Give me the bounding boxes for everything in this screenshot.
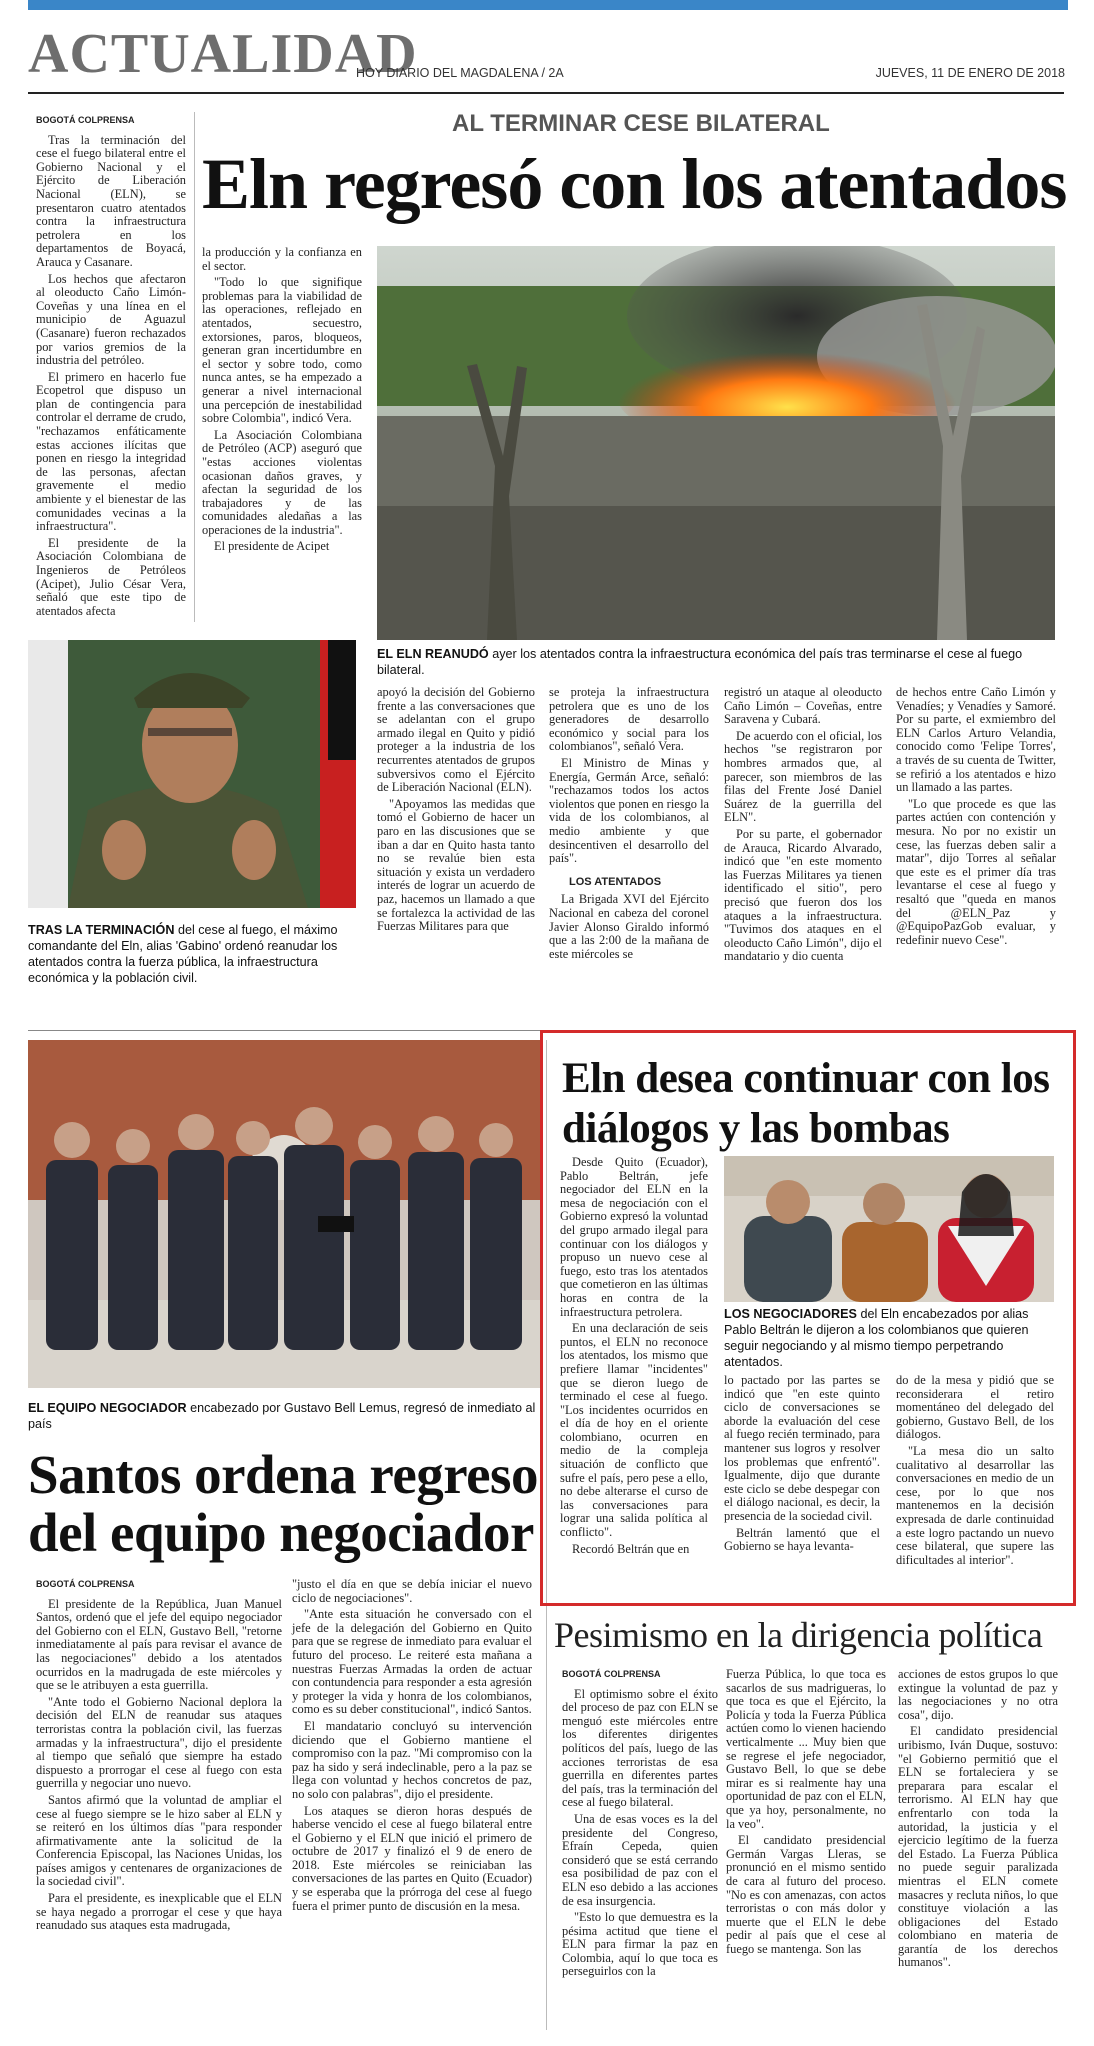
story1-column-6 (896, 686, 1056, 950)
paragraph: El presidente de la República, Juan Manuel Santos, ordenó que el jefe del equipo negociador del Gobierno con el ELN, Gustavo Bell, "retorne inmediatamente al país para revisar el avance de las negociaciones" debido a los atentados ocurridos en la madrugada de este miércoles y que se le atribuyen a esta guerrilla. (36, 1596, 282, 1693)
byline: BOGOTÁ COLPRENSA (36, 115, 135, 125)
paragraph: Una de esas voces es la del presidente del Congreso, Efraín Cepeda, quien consideró que se está cerrando esa posibilidad de paz con el ELN eso debido a las acciones de esa insurgencia. (562, 1811, 718, 1908)
negotiators-group-photo (28, 1040, 540, 1388)
paragraph: El presidente de la Asociación Colombiana de Ingenieros de Petróleos (Acipet), Julio César Vera, señaló que este tipo de atentados afecta (36, 535, 186, 618)
issue-date: JUEVES, 11 DE ENERO DE 2018 (875, 66, 1065, 80)
group-photo-caption (28, 1400, 540, 1432)
story4-column-3 (898, 1668, 1058, 1973)
story3-column-1 (560, 1156, 708, 1559)
paragraph: "Esto lo que demuestra es la pésima actitud que tiene el ELN para firmar la paz en Colombia, aquí lo que toca es perseguirlos con la (562, 1910, 718, 1979)
paragraph: La Brigada XVI del Ejército Nacional en cabeza del coronel Javier Alonso Giraldo informó que a las 2:00 de la mañana de este miércoles se (549, 892, 709, 961)
top-accent-bar (28, 0, 1068, 10)
fire-photo-caption (377, 646, 1057, 678)
story2-headline: Santos ordena regreso del equipo negociador (28, 1444, 538, 1563)
paragraph: registró un ataque al oleoducto Caño Limón – Coveñas, entre Saravena y Cubará. (724, 685, 882, 727)
story2-column-2 (292, 1578, 532, 1916)
paragraph: El mandatario concluyó su intervención diciendo que el Gobierno mantiene el compromiso con la paz. "Mi compromiso con la paz ha sido y será indeclinable, pero a la paz se llega con voluntad y hechos concretos de paz, no solo con palabras", dijo el presidente. (292, 1718, 532, 1801)
paragraph: El optimismo sobre el éxito del proceso de paz con ELN se menguó este miércoles entre los diferentes dirigentes políticos del país, luego de las acciones terroristas de esa guerrilla en diferentes partes del país, tras la terminación del cese al fuego bilateral. (562, 1686, 718, 1810)
paragraph: acciones de estos grupos lo que extingue la voluntad de paz y las negociaciones y no otra cosa", dijo. (898, 1667, 1058, 1722)
story1-column-5 (724, 686, 882, 967)
negotiators-photo (724, 1156, 1054, 1302)
caption-lead: LOS NEGOCIADORES (724, 1307, 857, 1321)
story3-column-2 (724, 1374, 880, 1557)
paragraph: Desde Quito (Ecuador), Pablo Beltrán, jefe negociador del ELN en la mesa de negociación con el Gobierno expresó la voluntad del grupo armado ilegal para continuar con los diálogos y propuso un nuevo cese al fuego, esto tras los atentados que cometieron en las últimas horas en contra de la infraestructura petrolera. (560, 1155, 708, 1319)
paragraph: "La mesa dio un salto cualitativo al desarrollar las conversaciones en medio de un cese, por lo que nos mantenemos en la decisión expresada de darle continuidad a este logro pactando un nuevo cese bilateral, que supere las dificultades al interior". (896, 1443, 1054, 1567)
commander-photo-caption (28, 922, 358, 986)
page-folio: HOY DIARIO DEL MAGDALENA / 2A (356, 66, 564, 80)
paragraph: "Ante todo el Gobierno Nacional deplora la decisión del ELN de reanudar sus ataques terroristas contra la población civil, las fuerzas armadas y la infraestructura", dijo el presidente al tiempo que señaló que siempre ha estado dispuesto a prorrogar el cese al fuego con esta guerrilla y negociar uno nuevo. (36, 1694, 282, 1791)
caption-text: del Eln encabezados por alias Pablo Beltrán le dijeron a los colombianos que quieren seguir negociando y al mismo tiempo perpetrando atentados. (724, 1307, 1029, 1369)
story4-column-1 (562, 1668, 718, 1982)
paragraph: Fuerza Pública, lo que toca es sacarlos de sus madrigueras, lo que toca es que el Ejército, la Policía y toda la Fuerza Pública actúen como lo vienen haciendo verticalmente ... Muy bien que se regrese el jefe negociador, Gustavo Bell, lo que se debe mirar es si realmente hay una oportunidad de paz con el ELN, que ya hoy, personalmente, no la veo". (726, 1667, 886, 1831)
caption-lead: EL ELN REANUDÓ (377, 647, 489, 661)
paragraph: Santos afirmó que la voluntad de ampliar el cese al fuego siempre se le hizo saber al ELN y se reiteró en los últimos días "para responder afirmativamente ante la solicitud de la Conferencia Episcopal, las Naciones Unidas, los países amigos y centenares de organizaciones de la sociedad civil". (36, 1792, 282, 1889)
byline: BOGOTÁ COLPRENSA (36, 1579, 135, 1589)
commander-photo (28, 640, 356, 908)
paragraph: En una declaración de seis puntos, el ELN no reconoce los atentados, los mismo que prefiere llamar "incidentes" que se dieron luego de terminado el cese al fuego. "Los incidentes ocurridos en el día de hoy en el oriente colombiano, ocurren en medio de la compleja situación de conflicto que sufre el país, pero pese a ello, no debe alterarse el curso de las conversaciones para lograr una salida política al conflicto". (560, 1321, 708, 1540)
paragraph: "Ante esta situación he conversado con el jefe de la delegación del Gobierno en Quito para que se regrese de inmediato para evaluar el futuro del proceso. Le reiteré esta mañana a nuestras Fuerzas Armadas la orden de actuar con contundencia para responder a esta agresión y proteger la vida y honra de los colombianos, como es su deber constitucional", indicó Santos. (292, 1607, 532, 1717)
paragraph: Por su parte, el gobernador de Arauca, Ricardo Alvarado, indicó que "en este momento las Fuerzas Militares ya tienen identificado el sitio", pero precisó que fueron dos los ataques a la infraestructura. "Tuvimos dos ataques en el oleoducto Caño Limón", dijo el mandatario y dio cuenta (724, 826, 882, 964)
paragraph: "Apoyamos las medidas que tomó el Gobierno de hacer un paro en las discusiones que se iban a dar en Quito hasta tanto no se revalúe bien esta situación y exista un verdadero interés de lograr un acuerdo de paz, hacemos un llamado a que se fortalezca la actividad de las Fuerzas Militares para que (377, 796, 535, 934)
story1-headline: Eln regresó con los atentados (202, 144, 1067, 224)
column-divider (194, 112, 195, 622)
story1-column-3 (377, 686, 535, 937)
story3-headline: Eln desea continuar con los diálogos y las bombas (562, 1055, 1050, 1152)
story3-column-3 (896, 1374, 1054, 1570)
paragraph: apoyó la decisión del Gobierno frente a las conversaciones que se adelantan con el grupo armado ilegal en Quito y pidió proteger a la industria de los recurrentes atentados de grupos subversivos como el Ejército de Liberación Nacional (ELN). (377, 685, 535, 795)
paragraph: la producción y la confianza en el sector. (202, 245, 362, 273)
paragraph: de hechos entre Caño Limón y Venadíes; y Venadíes y Samoré. Por su parte, el exmiembro del ELN Carlos Arturo Velandia, conocido como 'Felipe Torres', a través de su cuenta de Twitter, se refirió a los atentados e hizo un llamado a las partes. (896, 685, 1056, 795)
paragraph: El candidato presidencial Germán Vargas Lleras, se pronunció en el mismo sentido de cara al futuro del proceso. "No es con amenazas, con actos terroristas o con más dolor y muerte que el ELN le debe pedir al país que el cese al fuego se mantenga. Son las (726, 1833, 886, 1956)
story1-kicker: AL TERMINAR CESE BILATERAL (452, 110, 830, 137)
paragraph: El presidente de Acipet (214, 539, 330, 554)
caption-text: ayer los atentados contra la infraestructura económica del país tras terminarse el cese al fuego bilateral. (377, 647, 1023, 677)
paragraph: lo pactado por las partes se indicó que "en este quinto ciclo de conversaciones se aborde la evaluación del cese al fuego recién terminado, para mantener sus logros y resolver los problemas que enfrentó". Igualmente, dijo que durante este ciclo se debe despegar con el diálogo nacional, es decir, la presencia de la sociedad civil. (724, 1373, 880, 1523)
story1-column-1 (36, 114, 186, 621)
paragraph: Beltrán lamentó que el Gobierno se haya levanta- (724, 1525, 880, 1554)
story4-headline: Pesimismo en la dirigencia política (554, 1615, 1043, 1655)
paragraph: El primero en hacerlo fue Ecopetrol que dispuso un plan de contingencia para controlar el derrame de crudo, "rechazamos enfáticamente estas acciones ilícitas que ponen en riesgo la integridad de las personas, afectan gravemente el medio ambiente y el bienestar de las comunidades vecinas a la infraestructura". (36, 369, 186, 534)
fire-photo (377, 246, 1055, 640)
story1-column-4 (549, 686, 709, 964)
story1-column-2 (202, 246, 362, 557)
paragraph: "Lo que procede es que las partes actúen con contención y mesura. No por no existir un cese, las fuerzas deben salir a matar", dijo Torres al señalar que este es el primer día tras levantarse el cese al fuego y resaltó que "queda en manos del @ELN_Paz y @EquipoPazGob evaluar, y redefinir nuevo Cese". (896, 796, 1056, 947)
paragraph: Tras la terminación del cese el fuego bilateral entre el Gobierno Nacional y el Ejército de Liberación Nacional (ELN), se presentaron cuatro atentados contra la infraestructura petrolera en los departamentos de Boyacá, Arauca y Casanare. (36, 132, 186, 269)
paragraph: El candidato presidencial uribismo, Iván Duque, sostuvo: "el Gobierno permitió que el ELN se fortaleciera y se preparara para escalar el terrorismo. Al ELN hay que enfrentarlo con toda la autoridad, la justicia y el ejercicio legítimo de la fuerza del Estado. La Fuerza Pública no puede seguir paralizada mientras el ELN comete masacres y recluta niños, lo que constituye violación a las obligaciones del Estado colombiano en materia de garantía de los derechos humanos". (898, 1724, 1058, 1970)
caption-lead: TRAS LA TERMINACIÓN (28, 923, 175, 937)
paragraph: Los ataques se dieron horas después de haberse vencido el cese al fuego bilateral entre el Gobierno y el ELN que inició el primero de octubre de 2017 y finalizó el 9 de enero de 2018. Este miércoles se reiniciaban las conversaciones de las partes en Quito (Ecuador) y se esperaba que la prórroga del cese al fuego fuera el primer punto de discusión en la mesa. (292, 1803, 532, 1913)
story4-column-2 (726, 1668, 886, 1959)
paragraph: se proteja la infraestructura petrolera que es uno de los generadores de desarrollo económico y social para los colombianos", señaló Vera. (549, 685, 709, 754)
caption-text: del cese al fuego, el máximo comandante del Eln, alias 'Gabino' ordenó reanudar los atentados contra la fuerza pública, la infraestructura económica y la población civil. (28, 923, 338, 985)
masthead-rule (28, 92, 1064, 94)
paragraph: Para el presidente, es inexplicable que el ELN se haya negado a prorrogar el cese y que haya reanudado sus ataques esta madrugada, (36, 1891, 282, 1933)
paragraph: El Ministro de Minas y Energía, Germán Arce, señaló: "rechazamos todos los actos violentos que ponen en riesgo la vida de los colombianos, al medio ambiente y que desincentiven el desarrollo del país". (549, 755, 710, 866)
negotiators-photo-caption (724, 1306, 1054, 1370)
paragraph: do de la mesa y pidió que se reconsiderara el retiro momentáneo del delegado del gobierno, Gustavo Bell, de los diálogos. (896, 1373, 1054, 1442)
paragraph: De acuerdo con el oficial, los hechos "se registraron por hombres armados que, al parecer, son miembros de las filas del Frente José Daniel Suárez de la guerrilla del ELN". (724, 728, 882, 825)
paragraph: La Asociación Colombiana de Petróleo (ACP) aseguró que "estas acciones violentas ocasionan daños graves, y afectan la seguridad de los trabajadores y de las comunidades aledañas a las operaciones de la industria". (202, 427, 362, 537)
byline: BOGOTÁ COLPRENSA (562, 1669, 661, 1679)
caption-text: encabezado por Gustavo Bell Lemus, regresó de inmediato al país (28, 1401, 536, 1431)
paragraph: Recordó Beltrán que en (572, 1541, 690, 1556)
caption-lead: EL EQUIPO NEGOCIADOR (28, 1401, 187, 1415)
story2-column-1 (36, 1578, 282, 1936)
paragraph: Los hechos que afectaron al oleoducto Caño Limón-Coveñas y una línea en el municipio de Aguazul (Casanare) fueron rechazados por varios gremios de la industria del petróleo. (36, 271, 186, 368)
subhead: LOS ATENTADOS (569, 875, 662, 888)
section-title: ACTUALIDAD (28, 23, 418, 85)
paragraph: "Todo lo que signifique problemas para la viabilidad de las operaciones, reflejado en atentados, secuestro, extorsiones, paros, bloqueos, generan gran incertidumbre en el sector y sobre todo, como nunca antes, se ha empezado a generar a nivel internacional una percepción de inestabilidad sobre Colombia", indicó Vera. (202, 275, 362, 426)
paragraph: "justo el día en que se debía iniciar el nuevo ciclo de negociaciones". (292, 1577, 532, 1605)
